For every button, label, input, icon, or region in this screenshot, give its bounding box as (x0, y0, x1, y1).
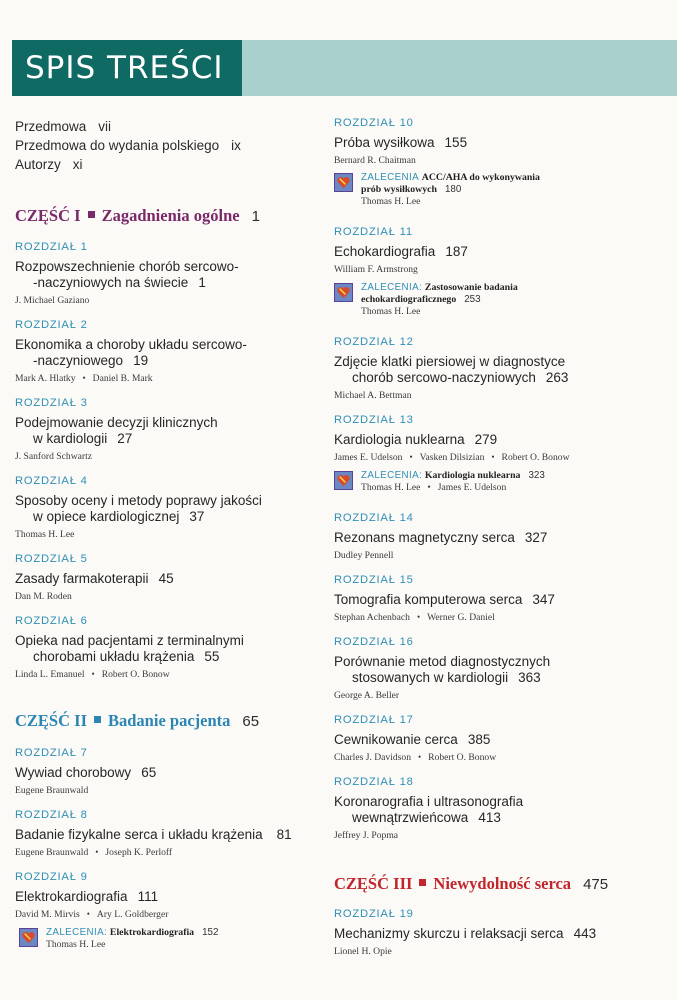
chapter-title: Próba wysiłkowa 155 (334, 135, 468, 150)
chapter-author: Mark A. Hlatky • Daniel B. Mark (15, 373, 153, 384)
front-matter-item[interactable] (15, 155, 241, 174)
chapter-title: Kardiologia nuklearna 279 (334, 432, 498, 447)
guideline-page: 152 (202, 927, 219, 938)
chapter-label: ROZDZIAŁ 14 (334, 512, 414, 524)
chapter-page: 443 (573, 926, 597, 941)
chapter-page: 413 (478, 810, 501, 825)
guideline-title: ACC/AHA do wykonywania (421, 172, 540, 183)
guideline-entry[interactable] (334, 172, 540, 208)
guideline-page: 323 (528, 470, 545, 481)
chapter-label: ROZDZIAŁ 2 (15, 319, 88, 331)
chapter-label: ROZDZIAŁ 12 (334, 336, 414, 348)
chapter-label: ROZDZIAŁ 1 (15, 241, 88, 253)
chapter-page: 263 (545, 370, 569, 385)
chapter-page: 19 (133, 353, 149, 368)
guideline-author: Thomas H. Lee • James E. Udelson (361, 482, 507, 493)
chapter-label: ROZDZIAŁ 7 (15, 747, 88, 759)
page-title: SPIS TREŚCI (12, 40, 242, 96)
part-label: CZĘŚĆ III (334, 874, 413, 893)
chapter-author: Lionel H. Opie (334, 946, 392, 957)
front-matter-item[interactable] (15, 117, 241, 136)
chapter-title: Mechanizmy skurczu i relaksacji serca 443 (334, 926, 597, 941)
chapter-entry[interactable] (334, 775, 523, 842)
chapter-title: Wywiad chorobowy 65 (15, 765, 157, 780)
heart-guideline-icon (334, 471, 353, 490)
chapter-page: 81 (276, 827, 292, 842)
chapter-entry[interactable] (15, 746, 156, 797)
chapter-page: 363 (518, 670, 541, 685)
chapter-entry[interactable] (334, 573, 555, 624)
guideline-title: Zastosowanie badania (424, 282, 518, 293)
chapter-entry[interactable] (15, 240, 239, 307)
chapter-title: Badanie fizykalne serca i układu krążenia 81 (15, 827, 292, 842)
part-page: 1 (251, 208, 260, 225)
chapter-author: Linda L. Emanuel • Robert O. Bonow (15, 669, 170, 680)
guideline-label: ZALECENIA: (361, 282, 423, 293)
chapter-label: ROZDZIAŁ 19 (334, 908, 414, 920)
front-matter-title: Autorzy (15, 157, 61, 172)
chapter-title: Tomografia komputerowa serca 347 (334, 592, 555, 607)
part-title: Niewydolność serca (433, 874, 572, 893)
chapter-label: ROZDZIAŁ 17 (334, 714, 414, 726)
chapter-page: 155 (444, 135, 468, 150)
guideline-author: Thomas H. Lee (46, 939, 106, 950)
part-heading[interactable] (15, 711, 259, 732)
guideline-label: ZALECENIA: (46, 927, 108, 938)
chapter-page: 45 (158, 571, 174, 586)
front-matter-title: Przedmowa do wydania polskiego (15, 138, 220, 153)
chapter-author: Thomas H. Lee (15, 529, 75, 540)
chapter-page: 187 (445, 244, 468, 259)
chapter-author: Stephan Achenbach • Werner G. Daniel (334, 612, 495, 623)
chapter-author: Jeffrey J. Popma (334, 830, 399, 841)
chapter-page: 37 (189, 509, 205, 524)
chapter-entry[interactable] (334, 413, 570, 464)
part-heading[interactable] (334, 874, 608, 895)
chapter-title: Podejmowanie decyzji klinicznych w kardiologii 27 (15, 415, 218, 446)
heart-guideline-icon (334, 173, 353, 192)
chapter-author: J. Sanford Schwartz (15, 451, 92, 462)
guideline-label: ZALECENIA (361, 172, 420, 183)
chapter-title: Echokardiografia 187 (334, 244, 468, 259)
chapter-author: George A. Beller (334, 690, 400, 701)
part-page: 65 (242, 713, 260, 730)
part-page: 475 (583, 876, 609, 893)
chapter-title: Porównanie metod diagnostycznych stosowanych w kardiologii 363 (334, 654, 551, 685)
part-square-icon (94, 716, 101, 723)
toc-header (12, 40, 677, 96)
front-matter-item[interactable] (15, 136, 241, 155)
guideline-page: 180 (444, 184, 462, 195)
chapter-title: Zasady farmakoterapii 45 (15, 571, 174, 586)
part-label: CZĘŚĆ II (15, 711, 87, 730)
guideline-entry[interactable] (334, 470, 545, 494)
guideline-title: prób wysiłkowych (361, 184, 437, 195)
guideline-page: 253 (464, 294, 481, 305)
front-matter-page: ix (231, 138, 241, 153)
chapter-title: Koronarografia i ultrasonografia wewnątrzwieńcowa 413 (334, 794, 524, 825)
chapter-author: Eugene Braunwald (15, 785, 89, 796)
chapter-author: Dudley Pennell (334, 550, 394, 561)
part-square-icon (419, 879, 426, 886)
chapter-page: 385 (467, 732, 491, 747)
chapter-page: 55 (204, 649, 220, 664)
chapter-label: ROZDZIAŁ 15 (334, 574, 414, 586)
chapter-title: Sposoby oceny i metody poprawy jakości w opiece kardiologicznej 37 (15, 493, 262, 524)
chapter-title: Zdjęcie klatki piersiowej w diagnostyce chorób sercowo-naczyniowych 263 (334, 354, 569, 385)
chapter-author: Bernard R. Chaitman (334, 155, 416, 166)
chapter-title: Opieka nad pacjentami z terminalnymi chorobami układu krążenia 55 (15, 633, 244, 664)
guideline-author: Thomas H. Lee (361, 196, 421, 207)
chapter-entry[interactable] (334, 713, 496, 764)
chapter-entry[interactable] (15, 474, 262, 541)
heart-guideline-icon (19, 928, 38, 947)
chapter-title: Elektrokardiografia 111 (15, 889, 159, 904)
part-square-icon (88, 211, 95, 218)
chapter-label: ROZDZIAŁ 8 (15, 809, 88, 821)
chapter-entry[interactable] (15, 870, 168, 921)
chapter-entry[interactable] (15, 552, 174, 603)
chapter-entry[interactable] (334, 335, 568, 402)
chapter-label: ROZDZIAŁ 10 (334, 117, 414, 129)
chapter-author: James E. Udelson • Vasken Dilsizian • Robert O. Bonow (334, 452, 570, 463)
chapter-entry[interactable] (334, 635, 550, 702)
chapter-title: Rezonans magnetyczny serca 327 (334, 530, 548, 545)
chapter-author: David M. Mirvis • Ary L. Goldberger (15, 909, 169, 920)
front-matter-list (15, 117, 241, 174)
guideline-entry[interactable] (334, 282, 518, 318)
chapter-entry[interactable] (334, 225, 468, 276)
chapter-title: Ekonomika a choroby układu sercowo- -naczyniowego 19 (15, 337, 247, 368)
chapter-label: ROZDZIAŁ 9 (15, 871, 88, 883)
chapter-page: 111 (137, 889, 159, 904)
chapter-page: 279 (474, 432, 498, 447)
chapter-entry[interactable] (334, 907, 596, 958)
chapter-page: 1 (198, 275, 206, 290)
heart-guideline-icon (334, 283, 353, 302)
guideline-title: Kardiologia nuklearna (424, 470, 521, 481)
chapter-label: ROZDZIAŁ 16 (334, 636, 414, 648)
chapter-label: ROZDZIAŁ 4 (15, 475, 88, 487)
chapter-author: Charles J. Davidson • Robert O. Bonow (334, 752, 497, 763)
chapter-page: 347 (532, 592, 555, 607)
chapter-label: ROZDZIAŁ 13 (334, 414, 414, 426)
chapter-entry[interactable] (15, 318, 247, 385)
chapter-author: Eugene Braunwald • Joseph K. Perloff (15, 847, 173, 858)
chapter-author: J. Michael Gaziano (15, 295, 90, 306)
chapter-entry[interactable] (15, 396, 218, 463)
chapter-label: ROZDZIAŁ 18 (334, 776, 414, 788)
guideline-author: Thomas H. Lee (361, 306, 421, 317)
chapter-author: Michael A. Bettman (334, 390, 412, 401)
chapter-entry[interactable] (334, 116, 467, 167)
part-title: Zagadnienia ogólne (101, 206, 240, 225)
chapter-label: ROZDZIAŁ 11 (334, 226, 413, 238)
chapter-label: ROZDZIAŁ 5 (15, 553, 88, 565)
chapter-entry[interactable] (334, 511, 547, 562)
chapter-entry[interactable] (15, 808, 292, 859)
chapter-title: Cewnikowanie cerca 385 (334, 732, 491, 747)
chapter-label: ROZDZIAŁ 6 (15, 615, 88, 627)
chapter-page: 65 (141, 765, 157, 780)
guideline-label: ZALECENIA: (361, 470, 423, 481)
part-heading[interactable] (15, 206, 260, 227)
chapter-author: William F. Armstrong (334, 264, 418, 275)
guideline-title: echokardiograficznego (361, 294, 457, 305)
front-matter-page: vii (98, 119, 112, 134)
chapter-author: Dan M. Roden (15, 591, 72, 602)
chapter-title: Rozpowszechnienie chorób sercowo- -naczyniowych na świecie 1 (15, 259, 239, 290)
guideline-entry[interactable] (19, 927, 218, 951)
front-matter-title: Przedmowa (15, 119, 87, 134)
chapter-page: 327 (524, 530, 548, 545)
part-title: Badanie pacjenta (108, 711, 231, 730)
guideline-title: Elektrokardiografia (109, 927, 195, 938)
part-label: CZĘŚĆ I (15, 206, 81, 225)
front-matter-page: xi (72, 157, 83, 172)
chapter-entry[interactable] (15, 614, 244, 681)
chapter-label: ROZDZIAŁ 3 (15, 397, 88, 409)
chapter-page: 27 (117, 431, 133, 446)
